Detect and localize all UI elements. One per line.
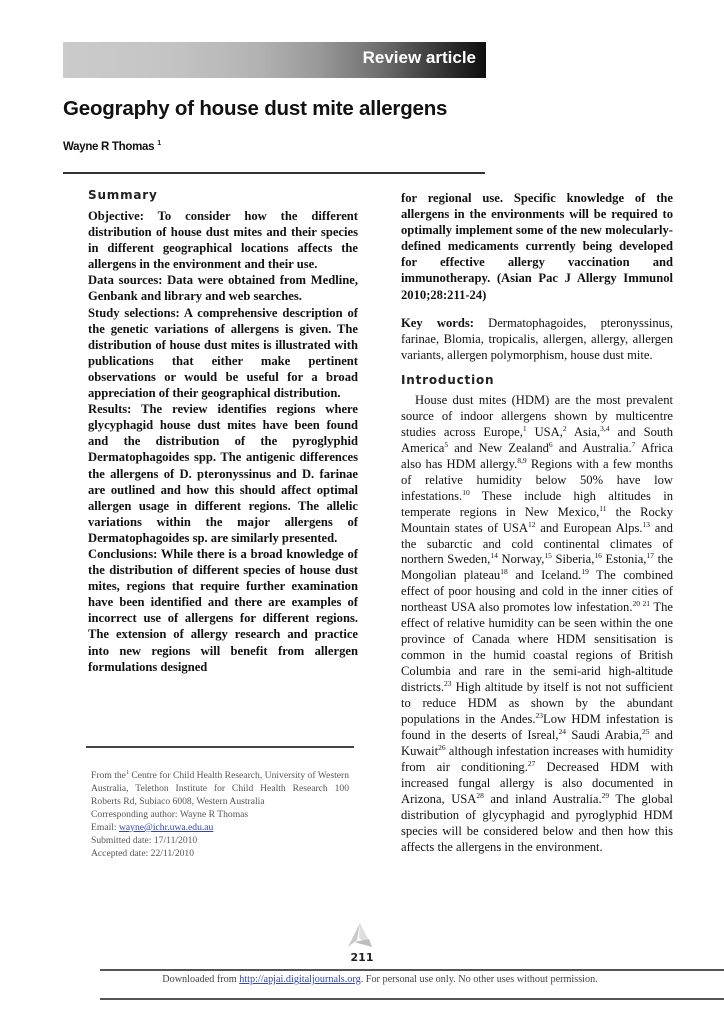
introduction-heading: Introduction: [401, 372, 495, 387]
citation-marker: 29: [601, 790, 610, 800]
intro-text-segment: and inland Australia.: [483, 791, 602, 806]
journal-logo-icon: [345, 922, 375, 948]
citation-marker: 26: [438, 742, 446, 752]
affiliation-institution: Centre for Child Health Research, University of Western Australia, Telethon Institute for Child Health Research 100 Roberts Rd, Subiaco 6008, Western Australia: [91, 770, 349, 807]
citation-marker: 28: [476, 790, 484, 800]
intro-text-segment: although infestation increases with humidity from air conditioning.: [401, 743, 673, 774]
intro-text-segment: and Iceland.: [507, 568, 582, 583]
header-divider: [63, 172, 485, 174]
citation-marker: 13: [642, 519, 651, 529]
citation-marker: 5: [444, 439, 449, 449]
citation-marker: 25: [642, 726, 650, 736]
intro-text-segment: and Kuwait: [401, 727, 673, 758]
citation-marker: 18: [500, 567, 508, 577]
introduction-paragraph: [401, 393, 673, 856]
citation-marker: 2: [562, 423, 567, 433]
intro-text-segment: and European Alps.: [535, 520, 643, 535]
abstract-conclusions-continued: for regional use. Specific knowledge of the allergens in the environments will be required to optimally implement some of the new molecularly-defined medicaments currently being developed for effective allergy vaccination and immunotherapy. (Asian Pac J Allergy Immunol 2010;28:211-24): [401, 191, 673, 302]
intro-text-segment: Saudi Arabia,: [566, 727, 643, 742]
intro-text-segment: Africa also has HDM allergy.: [401, 440, 673, 471]
affiliation-block: [91, 767, 349, 861]
intro-text-segment: The global distribution of glycyphagid and pyroglyphid HDM species will be considered below and then how this affects the allergens in the environment.: [401, 791, 673, 854]
citation-marker: 23: [444, 679, 452, 689]
citation-marker: 16: [594, 551, 602, 561]
intro-text-segment: Low HDM infestation is found in the deserts of Isreal,: [401, 712, 674, 742]
abstract: [88, 208, 358, 675]
citation-marker: 20 21: [632, 599, 650, 609]
intro-text-segment: House dust mites (HDM) are the most prevalent source of indoor allergens shown by multicentre studies across Europe,: [401, 392, 673, 439]
article-type-label: Review article: [362, 48, 476, 67]
citation-marker: 12: [527, 519, 536, 529]
citation-marker: 8,9: [517, 455, 527, 465]
accepted-date: Accepted date: 22/11/2010: [91, 847, 195, 859]
affiliation-prefix: From the: [91, 770, 126, 782]
intro-text-segment: The effect of relative humidity can be seen within the one province of Canada where HDM sensitisation is common in the humid coastal regions of British Columbia and rare in the semi-arid high-altitude districts.: [401, 600, 674, 695]
citation-marker: 1: [522, 423, 527, 433]
keywords-label: Key words:: [401, 315, 474, 330]
affiliation-marker: 1: [125, 770, 129, 776]
citation-marker: 27: [527, 758, 536, 768]
left-column: [88, 188, 358, 675]
citation-marker: 6: [548, 439, 553, 449]
journal-site-link[interactable]: http://apjai.digitaljournals.org: [239, 974, 361, 985]
intro-text-segment: and Australia.: [552, 440, 632, 455]
intro-text-segment: the Rocky Mountain states of USA: [401, 504, 673, 535]
citation-marker: 10: [462, 487, 470, 497]
intro-text-segment: Regions with a few months of relative humidity below 50% have low infestations.: [401, 456, 673, 503]
citation-marker: 19: [581, 567, 589, 577]
summary-heading: Summary: [88, 188, 158, 202]
citation-marker: 11: [599, 503, 607, 513]
citation-marker: 3,4: [600, 423, 610, 433]
intro-text-segment: Asia,: [566, 424, 601, 439]
abstract-continued: [401, 190, 673, 303]
citation-marker: 7: [631, 439, 636, 449]
intro-text-segment: High altitude by itself is not not sufficient to reduce HDM as shown by the abundant populations in the Andes.: [401, 680, 673, 726]
abstract-conclusions: Conclusions: While there is a broad knowledge of the distribution of different species of house dust mites, regions that require further examination have been identified and there are examples of incorrect use of allergens for different regions. The extension of allergy research and practice into new regions will benefit from allergen formulations designed: [88, 546, 358, 674]
email-link[interactable]: wayne@ichr.uwa.edu.au: [118, 821, 214, 833]
author-name: Wayne R Thomas: [63, 141, 155, 153]
footer-divider-top: [100, 969, 724, 971]
abstract-study-selections: Study selections: A comprehensive description of the genetic variations of allergens is given. The distribution of house dust mites is illustrated with publications that either make pertinent observations or would be useful for a broad appreciation of their geographical distribution.: [88, 305, 358, 401]
email-line: [91, 822, 349, 835]
article-type-banner: [63, 42, 486, 78]
keywords: [401, 315, 673, 363]
intro-text-segment: Estonia,: [601, 552, 647, 567]
footer-divider-bottom: [100, 998, 724, 1000]
email-label: Email:: [91, 821, 119, 833]
intro-text-segment: The combined effect of poor housing and cold in the inner cities of northeast USA also promotes low infestation.: [401, 568, 674, 615]
intro-text-segment: Norway,: [497, 552, 545, 567]
abstract-objective: Objective: To consider how the different distribution of house dust mites and their species in different geographical locations affects the allergens in the environment and their use.: [88, 209, 358, 272]
intro-text-segment: These include high altitudes in temperate regions in New Mexico,: [401, 488, 673, 519]
intro-text-segment: Decreased HDM with increased fungal allergy is also documented in Arizona, USA: [401, 759, 673, 806]
intro-text-segment: and New Zealand: [448, 440, 549, 455]
intro-text-segment: USA,: [526, 424, 563, 439]
abstract-data-sources: Data sources: Data were obtained from Medline, Genbank and library and web searches.: [88, 273, 358, 304]
citation-marker: 23: [535, 711, 544, 720]
intro-text-segment: and the subarctic and cold continental climates of northern Sweden,: [401, 520, 673, 567]
download-suffix: . For personal use only. No other uses without permission.: [360, 974, 598, 985]
right-column: [401, 190, 673, 856]
intro-text-segment: the Mongolian plateau: [401, 552, 673, 583]
article-title: Geography of house dust mite allergens: [63, 97, 448, 120]
citation-marker: 17: [646, 551, 654, 561]
citation-marker: 24: [558, 726, 567, 736]
author-affiliation-marker: 1: [157, 140, 161, 147]
keywords-text: Dermatophagoides, pteronyssinus, farinae, Blomia, tropicalis, allergen, allergy, allergen variants, allergen polymorphism, house dust mite.: [401, 315, 673, 362]
abstract-results: Results: The review identifies regions where glycyphagid house dust mites have been found and the distribution of the pyroglyphid Dermatophagoides spp. The antigenic differences the allergens of D. pteronyssinus and D. farinae are outlined and how this should affect optimal allergen usage in different regions. The allelic variations within the major allergens of Dermatophagoides sp. are similarly presented.: [88, 402, 358, 545]
abstract-divider: [86, 746, 354, 748]
author-line: [63, 140, 161, 153]
page-number: 211: [350, 951, 374, 964]
affiliation-text: [91, 767, 349, 809]
intro-text-segment: and South America: [401, 424, 673, 455]
download-notice: [100, 974, 660, 985]
intro-text-segment: Siberia,: [551, 552, 595, 567]
citation-marker: 14: [490, 551, 498, 561]
corresponding-author: Corresponding author: Wayne R Thomas: [91, 808, 249, 820]
submitted-date: Submitted date: 17/11/2010: [91, 834, 198, 846]
download-prefix: Downloaded from: [162, 974, 240, 985]
citation-marker: 15: [544, 551, 552, 561]
